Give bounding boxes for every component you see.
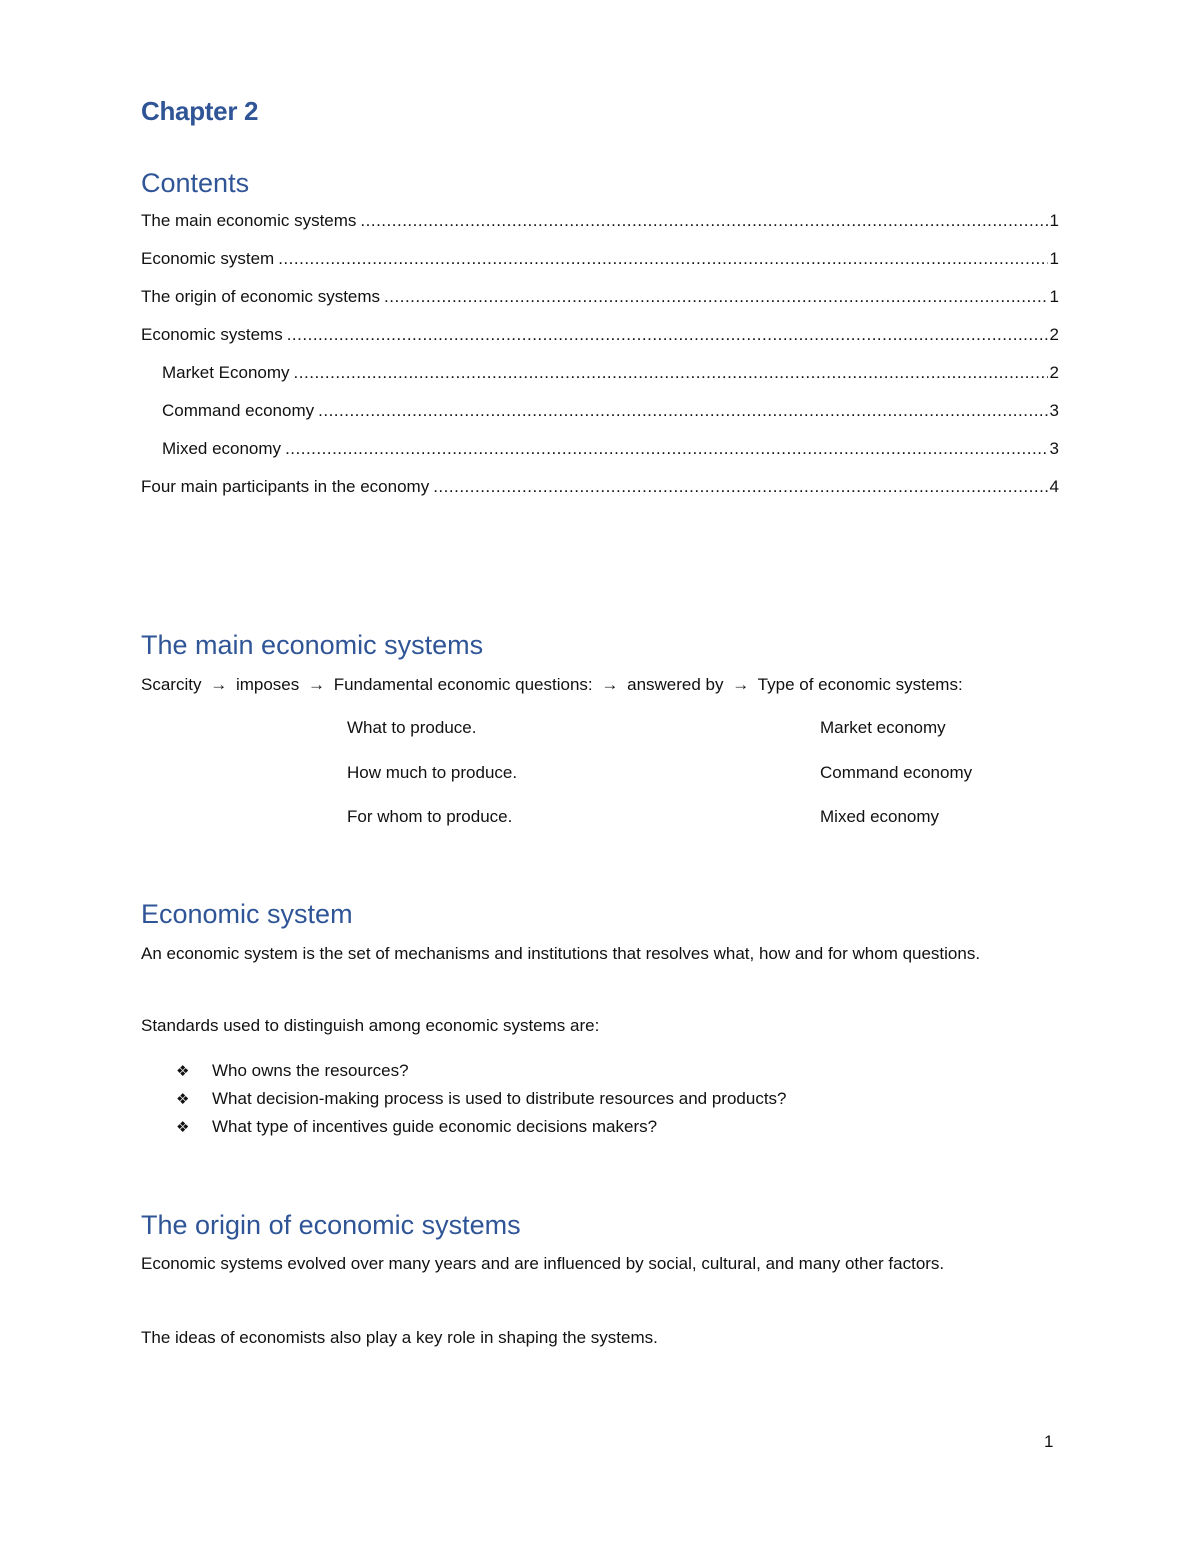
standards-list [176, 1057, 787, 1141]
contents-heading: Contents [141, 168, 250, 198]
toc-leader-dots [360, 206, 1047, 236]
question-item: For whom to produce. [347, 807, 513, 826]
four-diamond-bullet-icon: ❖ [176, 1119, 190, 1136]
toc-entry-page: 3 [1049, 401, 1059, 420]
flow-step: Fundamental economic questions: [333, 675, 593, 694]
system-type-item: Mixed economy [820, 807, 940, 826]
list-item [176, 1057, 787, 1085]
toc-entry-label: Economic system [141, 249, 275, 268]
flow-step: Type of economic systems: [757, 675, 963, 694]
origin-paragraph: Economic systems evolved over many years and are influenced by social, cultural, and many other factors. [141, 1254, 945, 1273]
right-arrow-icon: → [210, 675, 228, 694]
toc-subentry[interactable] [141, 434, 1059, 472]
scarcity-flow [141, 671, 963, 699]
toc-entry[interactable] [141, 472, 1059, 510]
question-item: How much to produce. [347, 763, 518, 782]
page-number: 1 [1044, 1432, 1054, 1451]
system-type-item: Market economy [820, 718, 946, 737]
origin-paragraph-2: The ideas of economists also play a key role in shaping the systems. [141, 1328, 658, 1347]
list-item-text: What decision-making process is used to distribute resources and products? [212, 1089, 787, 1108]
right-arrow-icon: → [307, 675, 325, 694]
toc-leader-dots [433, 472, 1047, 502]
standards-intro: Standards used to distinguish among economic systems are: [141, 1016, 600, 1035]
section-heading-economic-system: Economic system [141, 899, 353, 929]
toc-entry-label: The origin of economic systems [141, 287, 381, 306]
toc-entry[interactable] [141, 244, 1059, 282]
system-type-item: Command economy [820, 763, 973, 782]
toc-subentry[interactable] [141, 396, 1059, 434]
right-arrow-icon: → [732, 675, 750, 694]
list-item [176, 1085, 787, 1113]
section-heading-main-systems: The main economic systems [141, 630, 484, 660]
toc-leader-dots [384, 282, 1047, 312]
definition-paragraph: An economic system is the set of mechanisms and institutions that resolves what, how and for whom questions. [141, 944, 981, 963]
toc-entry[interactable] [141, 206, 1059, 244]
toc-entry-page: 1 [1049, 287, 1059, 306]
flow-step: imposes [235, 675, 300, 694]
toc-entry-page: 3 [1049, 439, 1059, 458]
list-item-text: Who owns the resources? [212, 1061, 409, 1080]
toc-entry-label: Command economy [162, 401, 315, 420]
toc-leader-dots [278, 244, 1047, 274]
toc-entry-page: 2 [1049, 363, 1059, 382]
toc-entry-page: 4 [1049, 477, 1059, 496]
toc-entry-label: Mixed economy [162, 439, 282, 458]
chapter-title: Chapter 2 [141, 96, 259, 126]
toc-entry-label: The main economic systems [141, 211, 357, 230]
toc-entry-page: 1 [1049, 249, 1059, 268]
toc-entry-label: Economic systems [141, 325, 283, 344]
toc-entry-label: Four main participants in the economy [141, 477, 430, 496]
toc-leader-dots [318, 396, 1047, 426]
right-arrow-icon: → [601, 675, 619, 694]
toc-entry[interactable] [141, 282, 1059, 320]
toc-entry-label: Market Economy [162, 363, 290, 382]
section-heading-origin: The origin of economic systems [141, 1210, 521, 1240]
four-diamond-bullet-icon: ❖ [176, 1063, 190, 1080]
list-item [176, 1113, 787, 1141]
four-diamond-bullet-icon: ❖ [176, 1091, 190, 1108]
question-item: What to produce. [347, 718, 477, 737]
toc-subentry[interactable] [141, 358, 1059, 396]
flow-step: answered by [627, 675, 724, 694]
toc-entry-page: 1 [1049, 211, 1059, 230]
table-of-contents [141, 206, 1059, 510]
toc-entry[interactable] [141, 320, 1059, 358]
toc-entry-page: 2 [1049, 325, 1059, 344]
flow-step: Scarcity [141, 675, 202, 694]
list-item-text: What type of incentives guide economic decisions makers? [212, 1117, 658, 1136]
toc-leader-dots [294, 358, 1048, 388]
toc-leader-dots [285, 434, 1047, 464]
toc-leader-dots [287, 320, 1048, 350]
